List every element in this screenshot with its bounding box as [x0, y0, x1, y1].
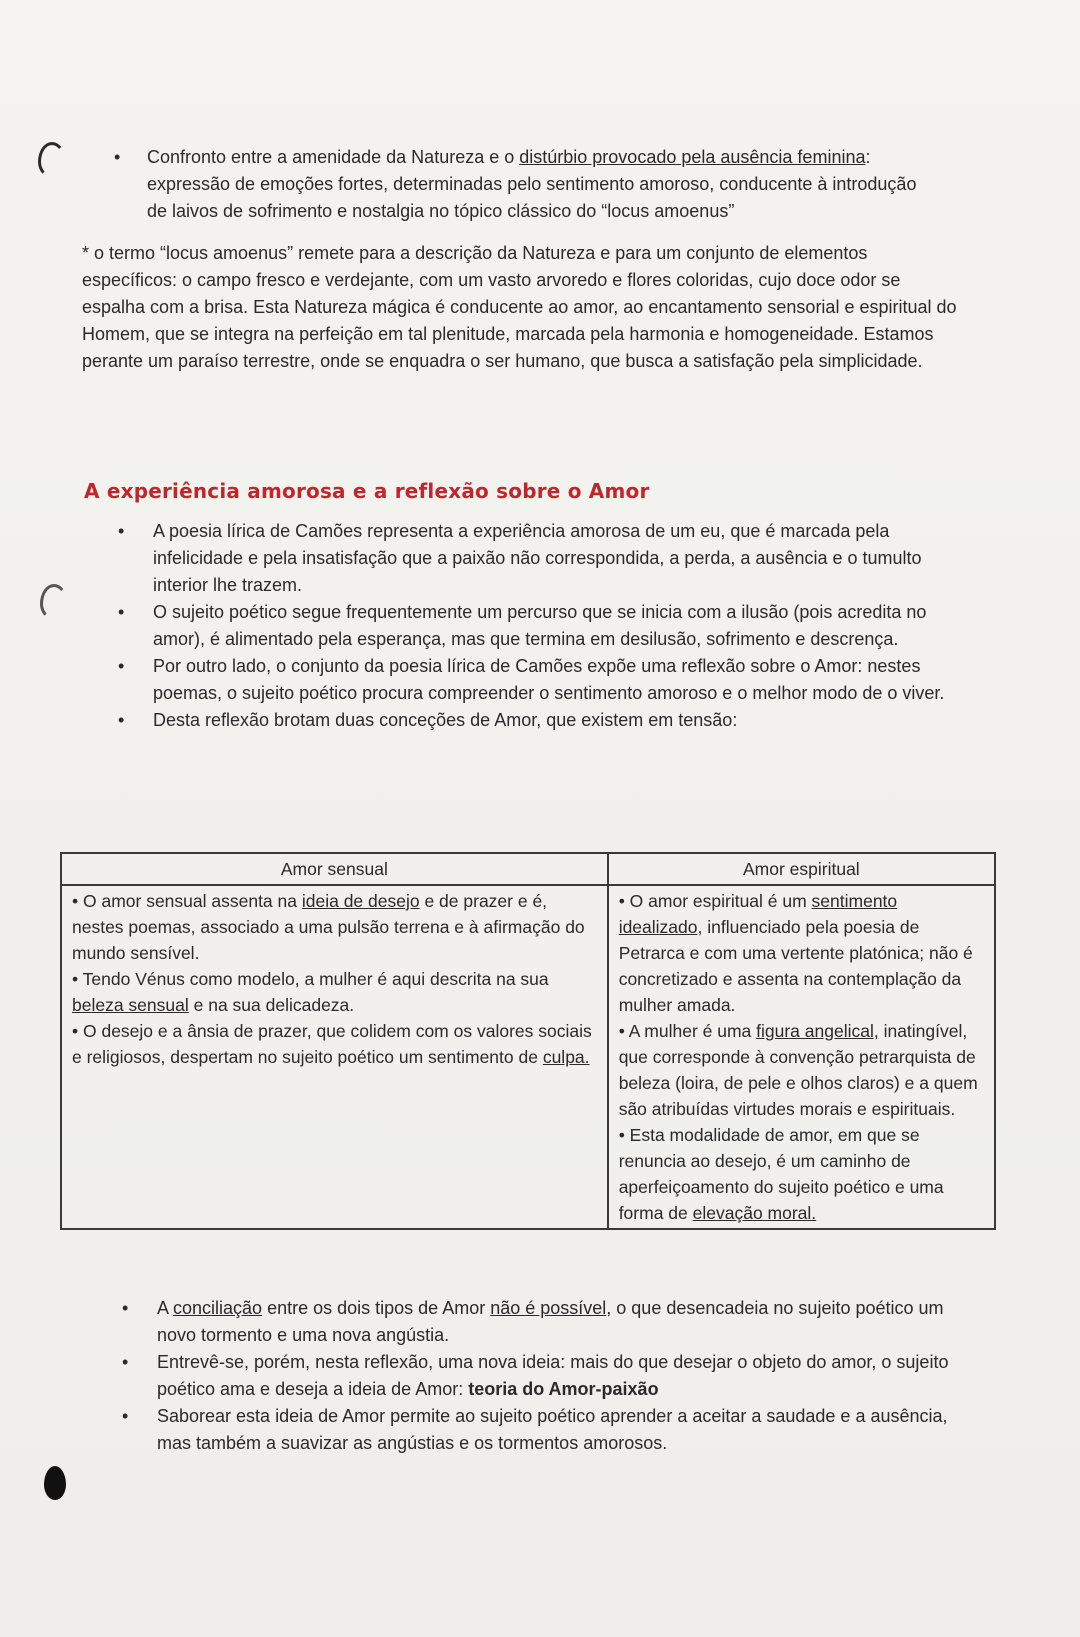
bullet-icon: • — [122, 1406, 129, 1426]
list-item: • Confronto entre a amenidade da Natureza e o distúrbio provocado pela ausência feminina: expressão de emoções fortes, determinadas pelo sentimento amoroso, conducente à introdução de laivos de sofrimento e nostalgia no tópico clássico do “locus amoenus” — [114, 144, 934, 225]
punch-hole-mark — [44, 1466, 66, 1500]
list-item: • A poesia lírica de Camões representa a experiência amorosa de um eu, que é marcada pela infelicidade e pela insatisfação que a paixão não correspondida, a perda, a ausência e o tumulto interior lhe trazem. — [118, 518, 958, 599]
section-title: A experiência amorosa e a reflexão sobre o Amor — [84, 479, 650, 503]
list-item: • Por outro lado, o conjunto da poesia lírica de Camões expõe uma reflexão sobre o Amor: nestes poemas, o sujeito poético procura compreender o sentimento amoroso e o melhor modo de o viver. — [118, 653, 958, 707]
spiritual-point: • A mulher é uma figura angelical, inatingível, que corresponde à convenção petrarquista de beleza (loira, de pele e olhos claros) e a quem são atribuídas virtudes morais e espirituais. — [618, 1021, 978, 1119]
spiritual-point: • O amor espiritual é um sentimento idealizado, influenciado pela poesia de Petrarca e com uma vertente platónica; não é concretizado e assenta na contemplação da mulher amada. — [618, 891, 973, 1015]
conclusion-list — [122, 1295, 962, 1457]
bullet-icon: • — [118, 710, 125, 730]
list-item: • Desta reflexão brotam duas conceções de Amor, que existem em tensão: — [118, 707, 958, 734]
list-item: • Saborear esta ideia de Amor permite ao sujeito poético aprender a aceitar a saudade e a ausência, mas também a suavizar as angústias e os tormentos amorosos. — [122, 1403, 962, 1457]
bullet-icon: • — [118, 656, 125, 676]
table-header-sensual: Amor sensual — [61, 853, 608, 885]
spiritual-love-cell — [608, 885, 995, 1229]
bullet-icon: • — [114, 147, 121, 167]
bullet-icon: • — [122, 1298, 129, 1318]
sensual-point: • O amor sensual assenta na ideia de desejo e de prazer e é, nestes poemas, associado a uma pulsão terrena e à afirmação do mundo sensível. — [72, 891, 585, 963]
punch-hole-mark — [40, 584, 68, 620]
love-comparison-table — [60, 852, 996, 1230]
locus-amoenus-note: * o termo “locus amoenus” remete para a descrição da Natureza e para um conjunto de elementos específicos: o campo fresco e verdejante, com um vasto arvoredo e flores coloridas, cujo doce odor se espalha com a brisa. Esta Natureza mágica é conducente ao amor, ao encantamento sensorial e espiritual do Homem, que se integra na perfeição em tal plenitude, marcada pela harmonia e homogeneidade. Estamos perante um paraíso terrestre, onde se enquadra o ser humano, que busca a satisfação pela simplicidade. — [82, 243, 957, 371]
punch-hole-mark — [38, 142, 66, 178]
list-item: • Entrevê-se, porém, nesta reflexão, uma nova ideia: mais do que desejar o objeto do amor, o sujeito poético ama e deseja a ideia de Amor: teoria do Amor-paixão — [122, 1349, 962, 1403]
bullet-icon: • — [122, 1352, 129, 1372]
bullet-icon: • — [118, 602, 125, 622]
list-item: • O sujeito poético segue frequentemente um percurso que se inicia com a ilusão (pois acredita no amor), é alimentado pela esperança, mas que termina em desilusão, sofrimento e descrença. — [118, 599, 958, 653]
spiritual-point: • Esta modalidade de amor, em que se renuncia ao desejo, é um caminho de aperfeiçoamento do sujeito poético e uma forma de elevação moral. — [618, 1125, 944, 1223]
sensual-point: • Tendo Vénus como modelo, a mulher é aqui descrita na sua beleza sensual e na sua delicadeza. — [72, 969, 549, 1015]
list-item: • A conciliação entre os dois tipos de Amor não é possível, o que desencadeia no sujeito poético um novo tormento e uma nova angústia. — [122, 1295, 962, 1349]
sensual-point: • O desejo e a ânsia de prazer, que colidem com os valores sociais e religiosos, despertam no sujeito poético um sentimento de culpa. — [72, 1021, 592, 1067]
bullet-icon: • — [118, 521, 125, 541]
experience-list — [118, 518, 958, 734]
sensual-love-cell — [61, 885, 608, 1229]
table-header-spiritual: Amor espiritual — [608, 853, 995, 885]
intro-list — [114, 144, 934, 225]
